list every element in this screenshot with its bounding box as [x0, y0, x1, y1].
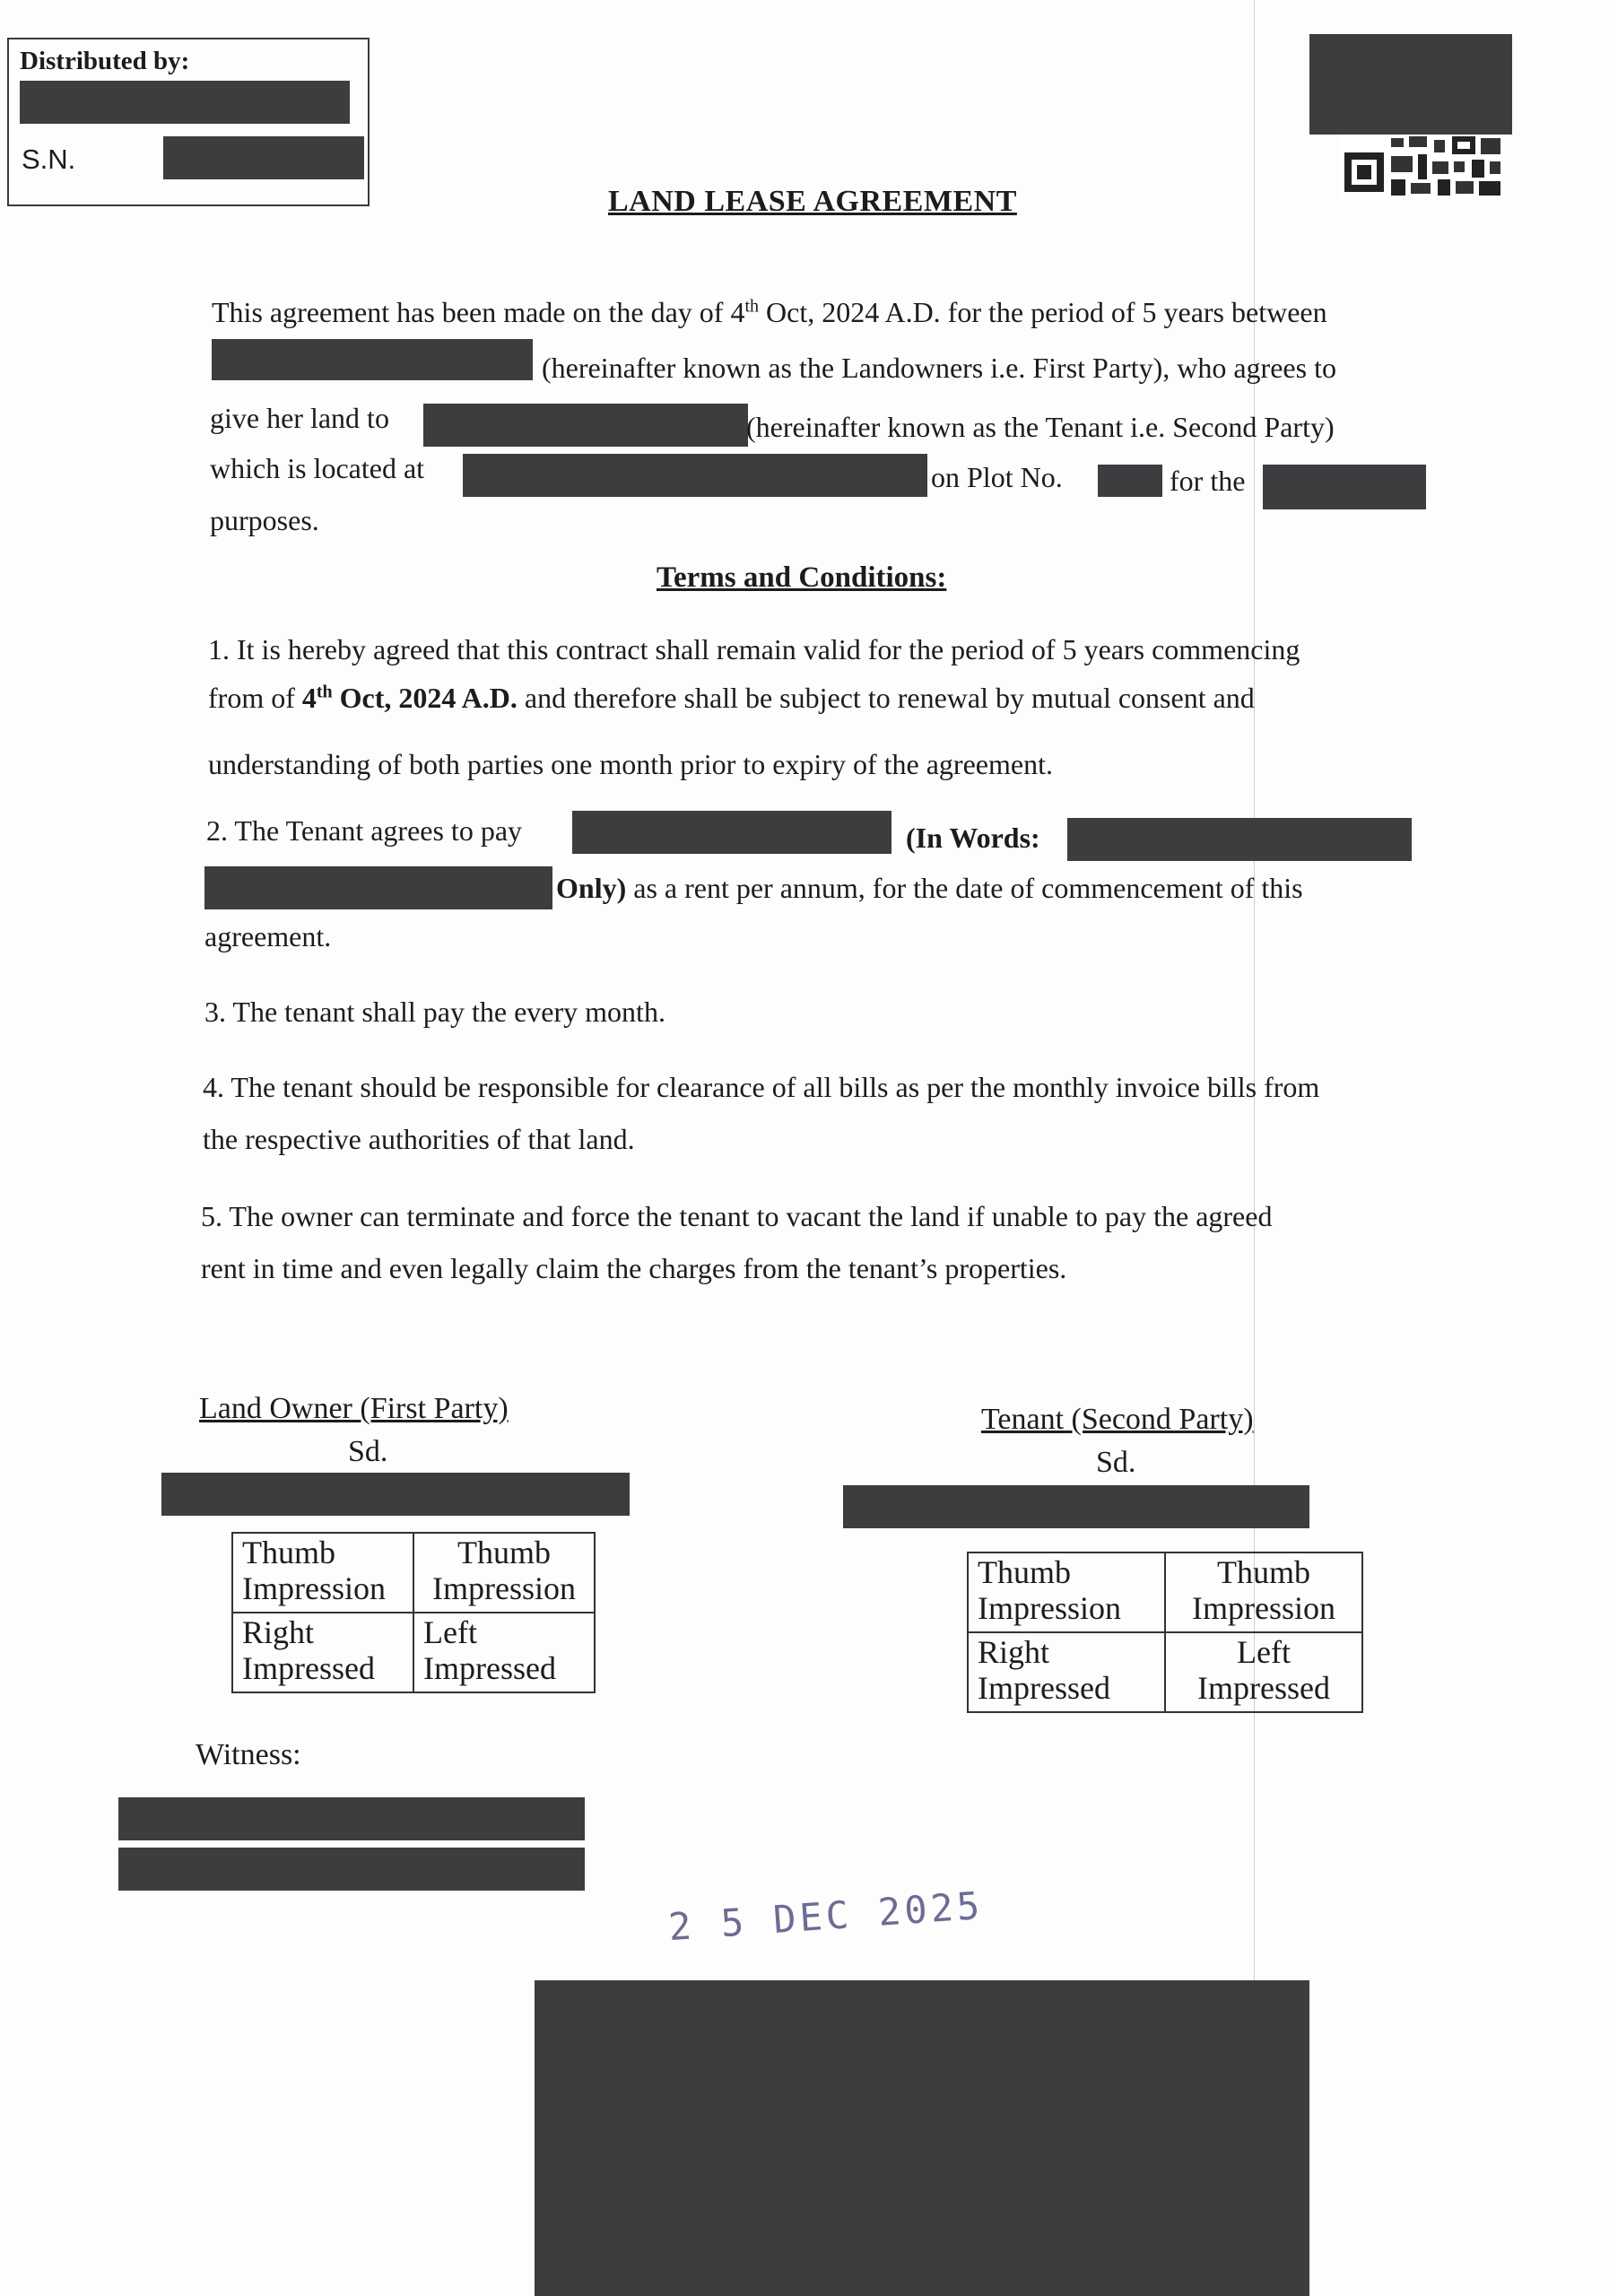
sn-label: S.N. — [22, 144, 76, 175]
redacted-landowner-name — [212, 339, 533, 380]
term-1-line-3: understanding of both parties one month prior to expiry of the agreement. — [208, 748, 1053, 780]
intro-text-end: Oct, 2024 A.D. for the period of 5 years between — [759, 296, 1327, 328]
term-1-line-2 — [208, 682, 1255, 715]
redacted-serial-number — [163, 136, 364, 179]
landowner-sd: Sd. — [348, 1435, 388, 1468]
intro-line-4c: for the — [1170, 465, 1246, 497]
redacted-rent-words-2 — [204, 866, 552, 909]
redacted-rent-amount — [572, 811, 891, 854]
witness-label: Witness: — [196, 1738, 301, 1771]
intro-line-5: purposes. — [210, 504, 319, 536]
distributor-box — [7, 38, 370, 206]
left-impressed-cell: Left Impressed — [1165, 1632, 1362, 1712]
distributed-label: Distributed by: — [20, 47, 190, 75]
intro-line-4b: on Plot No. — [931, 461, 1063, 493]
right-impressed-cell: Right Impressed — [232, 1613, 413, 1692]
redacted-rent-words-1 — [1067, 818, 1412, 861]
term-2-only: Only) — [556, 872, 627, 904]
redacted-land-location — [463, 454, 927, 497]
thumb-impression-right-cell: Thumb Impression — [232, 1533, 413, 1613]
redacted-plot-number — [1098, 465, 1162, 497]
qr-code-icon — [1341, 135, 1504, 199]
term-2-line-1b: (In Words: — [906, 822, 1040, 854]
thumb-impression-right-cell: Thumb Impression — [968, 1552, 1165, 1632]
term-1-text-end: and therefore shall be subject to renewal by mutual consent and — [517, 682, 1255, 714]
landowner-heading: Land Owner (First Party) — [199, 1392, 509, 1425]
landowner-thumb-table — [231, 1532, 596, 1693]
date-stamp: 2 5 DEC 2025 — [666, 1883, 985, 1950]
term-3: 3. The tenant shall pay the every month. — [204, 996, 665, 1028]
document-title: LAND LEASE AGREEMENT — [608, 185, 1017, 218]
term-1-date: Oct, 2024 A.D. — [332, 682, 517, 714]
term-2-line-1a: 2. The Tenant agrees to pay — [206, 814, 523, 847]
terms-title: Terms and Conditions: — [657, 561, 947, 594]
right-impressed-cell: Right Impressed — [968, 1632, 1165, 1712]
scan-fold-line — [1254, 0, 1255, 2296]
redacted-witness-1 — [118, 1797, 585, 1840]
term-2-text: as a rent per annum, for the date of commencement of this — [626, 872, 1303, 904]
term-1-date-day: 4 — [301, 682, 317, 714]
intro-line-4a: which is located at — [210, 452, 425, 484]
term-5-line-1: 5. The owner can terminate and force the tenant to vacant the land if unable to pay the agreed — [201, 1200, 1273, 1232]
term-4-line-1: 4. The tenant should be responsible for clearance of all bills as per the monthly invoice bills from — [203, 1071, 1320, 1103]
tenant-heading: Tenant (Second Party) — [981, 1403, 1254, 1436]
redacted-tenant-signature-name — [843, 1485, 1309, 1528]
intro-line-3b: (hereinafter known as the Tenant i.e. Second Party) — [746, 411, 1335, 443]
intro-line-1 — [212, 296, 1327, 329]
term-5-line-2: rent in time and even legally claim the charges from the tenant’s properties. — [201, 1252, 1067, 1284]
term-2-line-2 — [556, 872, 1303, 905]
term-4-line-2: the respective authorities of that land. — [203, 1123, 635, 1155]
term-1-ordinal: th — [316, 682, 333, 702]
redacted-landowner-signature-name — [161, 1473, 630, 1516]
term-1-text: from of — [208, 682, 302, 714]
redacted-header-right — [1309, 34, 1512, 135]
left-impressed-cell: Left Impressed — [413, 1613, 595, 1692]
ordinal-suffix: th — [744, 296, 760, 317]
intro-text: This agreement has been made on the day of 4 — [212, 296, 745, 328]
redacted-distributor — [20, 81, 350, 124]
redacted-footer-block — [535, 1980, 1309, 2296]
redacted-witness-2 — [118, 1848, 585, 1891]
redacted-purpose — [1263, 465, 1426, 509]
tenant-sd: Sd. — [1096, 1446, 1136, 1479]
redacted-tenant-name — [423, 404, 748, 447]
thumb-impression-left-cell: Thumb Impression — [1165, 1552, 1362, 1632]
intro-line-2: (hereinafter known as the Landowners i.e. First Party), who agrees to — [542, 352, 1336, 384]
thumb-impression-left-cell: Thumb Impression — [413, 1533, 595, 1613]
term-2-line-3: agreement. — [204, 920, 332, 952]
intro-line-3a: give her land to — [210, 402, 389, 434]
term-1-line-1: 1. It is hereby agreed that this contract shall remain valid for the period of 5 years commencing — [208, 633, 1300, 665]
tenant-thumb-table — [967, 1552, 1363, 1713]
